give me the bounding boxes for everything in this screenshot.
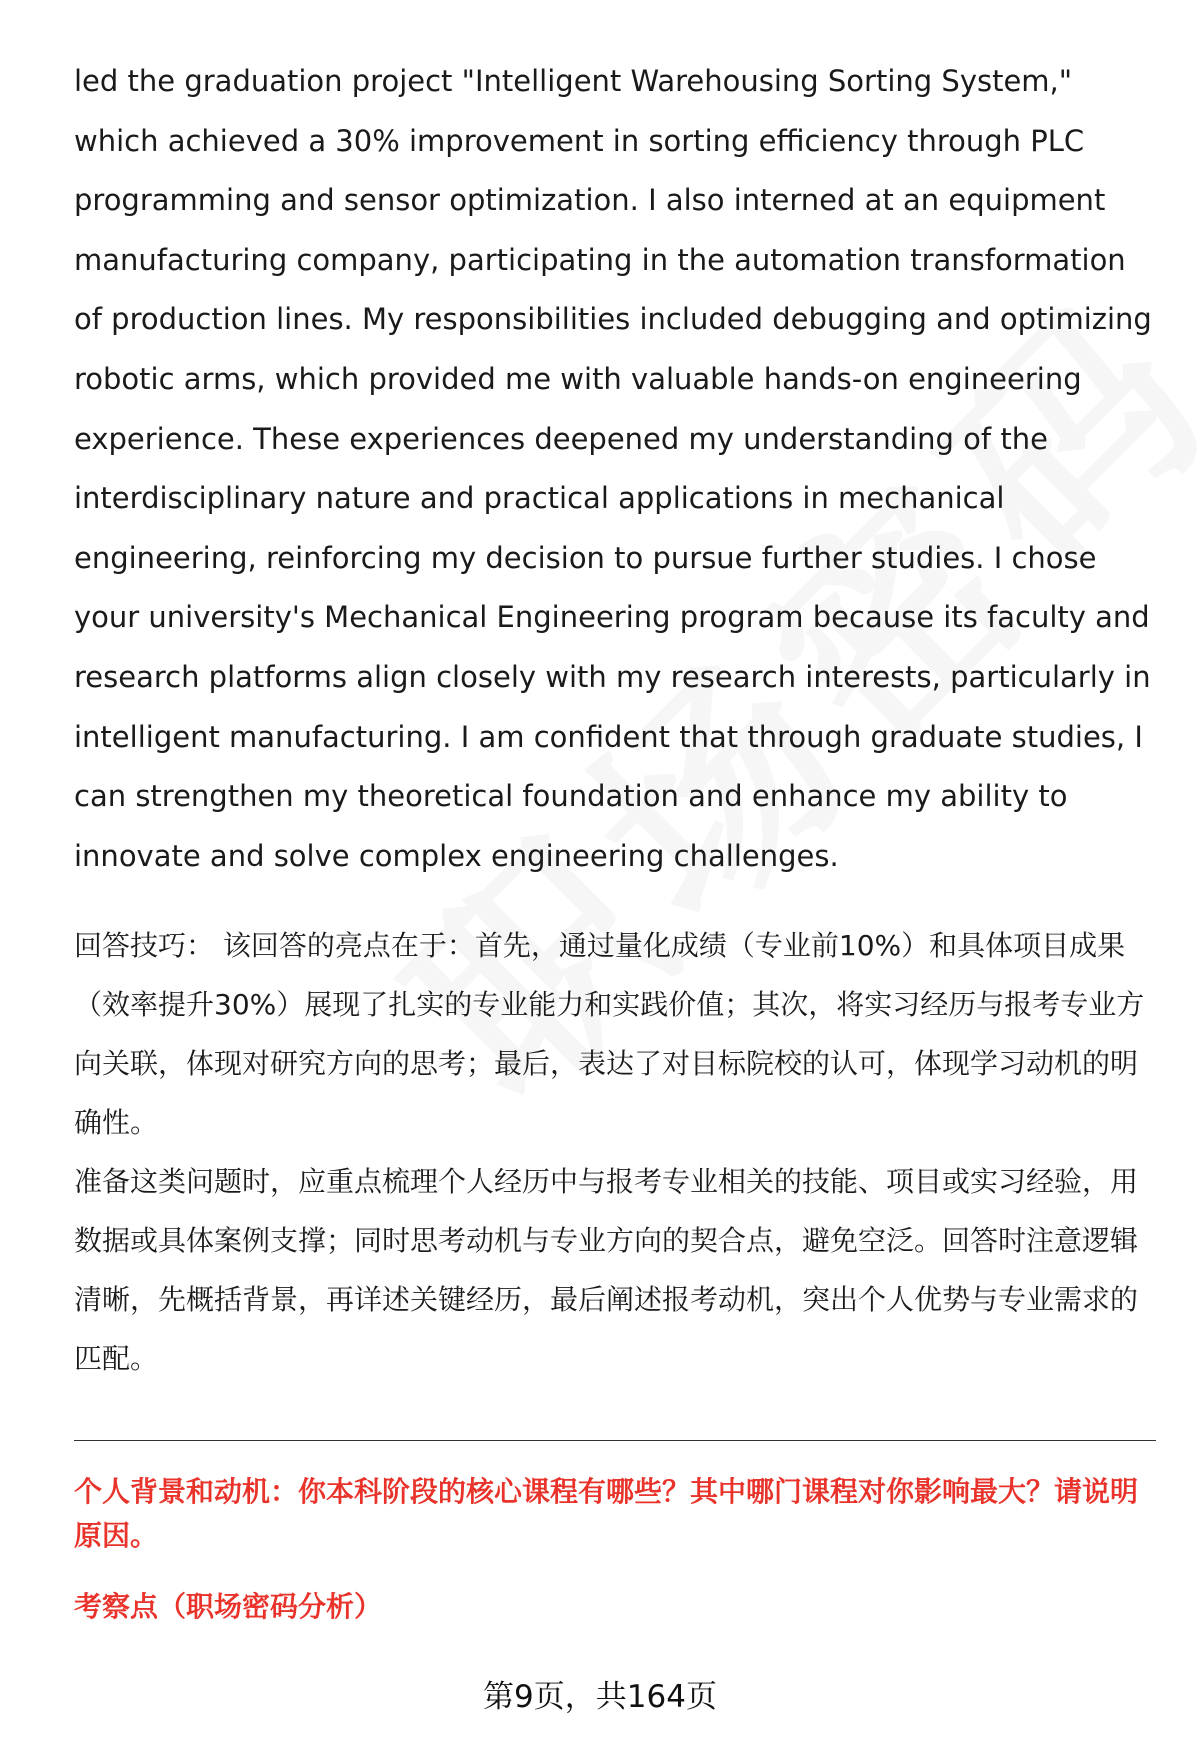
section-divider [74,1440,1156,1441]
page-number: 第9页，共164页 [483,1679,717,1715]
tips-section [74,916,1159,1388]
question-heading: 个人背景和动机：你本科阶段的核心课程有哪些？其中哪门课程对你影响最大？请说明原因。 [74,1475,1139,1552]
answer-paragraph: led the graduation project "Intelligent Warehousing Sorting System," which achieved a 30% improvement in sorting efficiency through PLC programming and sensor optimization. I also interned at an equipment manufacturing company, participating in the automation transformation of production lines. My responsibilities included debugging and optimizing robotic arms, which provided me with valuable hands-on engineering experience. These experiences deepened my understanding of the interdisciplinary nature and practical applications in mechanical engineering, reinforcing my decision to pursue further studies. I chose your university's Mechanical Engineering program because its faculty and research platforms align closely with my research interests, particularly in intelligent manufacturing. I am confident that through graduate studies, I can strengthen my theoretical foundation and enhance my ability to innovate and solve complex engineering challenges. [74,64,1152,873]
tips-paragraph: 回答技巧： 该回答的亮点在于：首先，通过量化成绩（专业前10%）和具体项目成果（效率提升30%）展现了扎实的专业能力和实践价值；其次，将实习经历与报考专业方向关联，体现对研究方向的思考；最后，表达了对目标院校的认可，体现学习动机的明确性。 [74,929,1145,1140]
analysis-heading: 考察点（职场密码分析） [74,1590,383,1623]
page-body [74,52,1159,1388]
preparation-paragraph: 准备这类问题时，应重点梳理个人经历中与报考专业相关的技能、项目或实习经验，用数据或具体案例支撑；同时思考动机与专业方向的契合点，避免空泛。回答时注意逻辑清晰，先概括背景，再详述关键经历，最后阐述报考动机，突出个人优势与专业需求的匹配。 [74,1165,1139,1376]
